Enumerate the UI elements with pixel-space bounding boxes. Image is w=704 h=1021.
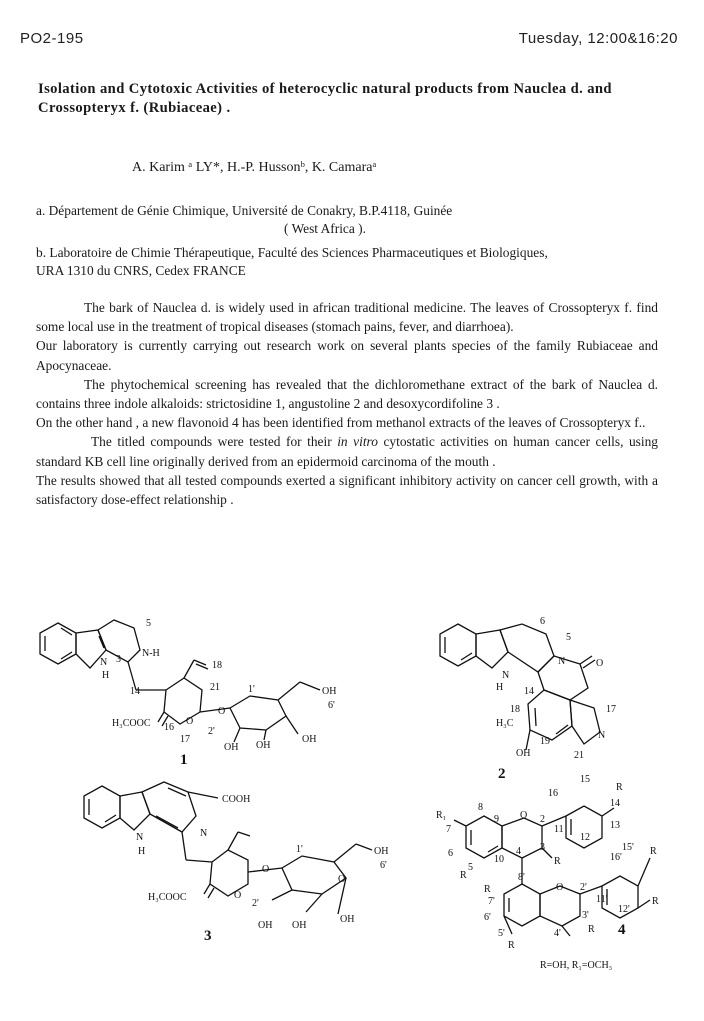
s3-atom-H: H [138,846,146,857]
s4-atom-6: 6 [448,848,453,859]
affiliation-a-line1: a. Département de Génie Chimique, Université de Conakry, B.P.4118, Guinée [36,203,453,218]
structure-3-desoxycordifoline [84,782,388,944]
s4-atom-4prime: 4' [554,928,561,939]
structure-1-strictosidine [40,618,336,768]
s4-atom-3: 3 [540,842,545,853]
s3-atom-COOH: COOH [222,794,251,805]
paragraph-5-end: cytostatic activities on human cancer cells, using standard KB cell line originally derived from an epidermoid carcinoma of the mouth . [36,434,658,469]
affiliation-b-line2: URA 1310 du CNRS, Cedex FRANCE [36,263,246,278]
s1-atom-6prime: 6' [328,700,335,711]
s1-atom-H: H [102,670,110,681]
authors: A. Karim ᵃ LY*, H.-P. Hussonᵇ, K. Camaraᵃ [132,160,377,175]
s4-atom-8prime: 8' [518,872,525,883]
s1-atom-16: 16 [164,722,174,733]
paragraph-3: The phytochemical screening has revealed that the dichloromethane extract of the bark of Nauclea d. contains three indole alkaloids: strictosidine 1, angustoline 2 and desoxycordifoline 3 . [36,376,658,412]
s1-atom-ringO: O [186,716,194,727]
s3-atom-OH3: OH [292,920,307,931]
s4-atom-R-15prime: R [650,846,657,857]
abstract-code: PO2-195 [20,30,84,47]
affiliation-b-line1: b. Laboratoire de Chimie Thérapeutique, Faculté des Sciences Pharmaceutiques et Biologiques, [36,245,548,260]
s1-atom-OH6: OH [322,686,337,697]
s4-atom-2prime: 2' [580,882,587,893]
s1-atom-OH2: OH [224,742,239,753]
s4-atom-R-top: R [616,782,623,793]
s4-atom-11prime: 11' [596,894,608,905]
s1-label: 1 [180,752,188,768]
s4-legend: R=OH, R₁=OCH₃ [540,960,613,971]
s4-atom-9: 9 [494,814,499,825]
session-schedule: Tuesday, 12:00&16:20 [518,30,678,47]
s4-atom-3prime: 3' [582,910,589,921]
s3-label: 3 [204,928,212,944]
s4-atom-R-right: R [652,896,659,907]
s1-atom-NH: N-H [142,648,160,659]
s1-atom-21: 21 [210,682,220,693]
s4-atom-7prime: 7' [488,896,495,907]
s3-atom-6prime: 6' [380,860,387,871]
s4-atom-16: 16 [548,788,558,799]
s2-atom-N2: N [558,656,566,667]
s1-atom-14: 14 [130,686,140,697]
s4-atom-6prime: 6' [484,912,491,923]
s1-atom-OH3: OH [256,740,271,751]
s3-atom-N1: N [200,828,208,839]
s2-atom-6: 6 [540,616,545,627]
s4-atom-R-5prime: R [508,940,515,951]
s3-atom-ester: H₃COOC [148,892,187,903]
s2-atom-OH: OH [516,748,531,759]
s1-atom-17: 17 [180,734,190,745]
s4-atom-7: 7 [446,824,451,835]
paragraph-5-italic: in vitro [337,434,378,450]
s1-atom-OH4: OH [302,734,317,745]
s2-atom-H: H [496,682,504,693]
s4-atom-5: 5 [468,862,473,873]
paragraph-1: The bark of Nauclea d. is widely used in african traditional medicine. The leaves of Crossopteryx f. find some local use in the treatment of tropical diseases (stomach pains, fever, and diarrhoea). [36,300,658,335]
s2-atom-O: O [596,658,604,669]
s4-atom-O2: O [556,882,564,893]
s4-atom-2: 2 [540,814,545,825]
s4-atom-12: 12 [580,832,590,843]
s4-atom-13: 13 [610,820,620,831]
s3-atom-OH4: OH [340,914,355,925]
s4-atom-14: 14 [610,798,620,809]
s2-atom-N3: N [598,730,606,741]
s4-atom-15prime: 15' [622,842,634,853]
paragraph-6: The results showed that all tested compounds exerted a significant inhibitory activity on cancer cell growth, with a satisfactory dose-effect relationship . [36,472,658,508]
s4-atom-R1: R₁ [436,810,447,821]
s1-atom-5: 5 [146,618,151,629]
s2-atom-18: 18 [510,704,520,715]
s2-atom-19: 19 [540,736,550,747]
s4-atom-R-3prime: R [588,924,595,935]
s3-atom-2prime: 2' [252,898,259,909]
s4-atom-11: 11 [554,824,564,835]
paragraph-4: On the other hand , a new flavonoid 4 has been identified from methanol extracts of the leaves of Crossopteryx f.. [36,415,646,431]
s1-atom-N: N [100,657,108,668]
s3-atom-OH2: OH [258,920,273,931]
s2-atom-methyl: H₃C [496,718,514,729]
s3-atom-O: O [262,864,270,875]
paragraph-5-start: The titled compounds were tested for their [91,434,338,450]
s3-atom-ringO: O [234,890,242,901]
s3-atom-N2: N [136,832,144,843]
abstract-title: Isolation and Cytotoxic Activities of heterocyclic natural products from Nauclea d. and Crossopteryx f. (Rubiaceae) . [38,81,612,116]
s4-atom-O1: O [520,810,528,821]
s2-atom-N1: N [502,670,510,681]
s4-atom-R-7prime: R [484,884,491,895]
structure-2-angustoline [440,616,616,782]
s3-atom-sugarO: O [338,874,346,885]
s4-atom-R-3: R [554,856,561,867]
s4-atom-16prime: 16' [610,852,622,863]
s1-atom-2prime: 2' [208,726,215,737]
s1-atom-18: 18 [212,660,222,671]
s4-atom-8: 8 [478,802,483,813]
s3-atom-1prime: 1' [296,844,303,855]
s4-atom-15: 15 [580,774,590,785]
s3-atom-OH6: OH [374,846,389,857]
affiliation-a-line2: ( West Africa ). [284,221,366,236]
paragraph-2: Our laboratory is currently carrying out research work on several plants species of the family Rubiaceae and Apocynaceae. [36,338,658,373]
s2-atom-5: 5 [566,632,571,643]
s2-atom-17: 17 [606,704,616,715]
s4-atom-4: 4 [516,846,521,857]
s4-atom-5prime: 5' [498,928,505,939]
s1-atom-3: 3 [116,654,121,665]
s1-atom-1prime: 1' [248,684,255,695]
s2-label: 2 [498,766,506,782]
s4-atom-R-5: R [460,870,467,881]
s4-atom-12prime: 12' [618,904,630,915]
s4-atom-10: 10 [494,854,504,865]
s2-atom-21: 21 [574,750,584,761]
s2-atom-14: 14 [524,686,534,697]
s1-atom-ester: H₃COOC [112,718,151,729]
s1-atom-O: O [218,706,226,717]
structure-4-flavonoid [436,774,659,971]
s4-label: 4 [618,922,626,938]
